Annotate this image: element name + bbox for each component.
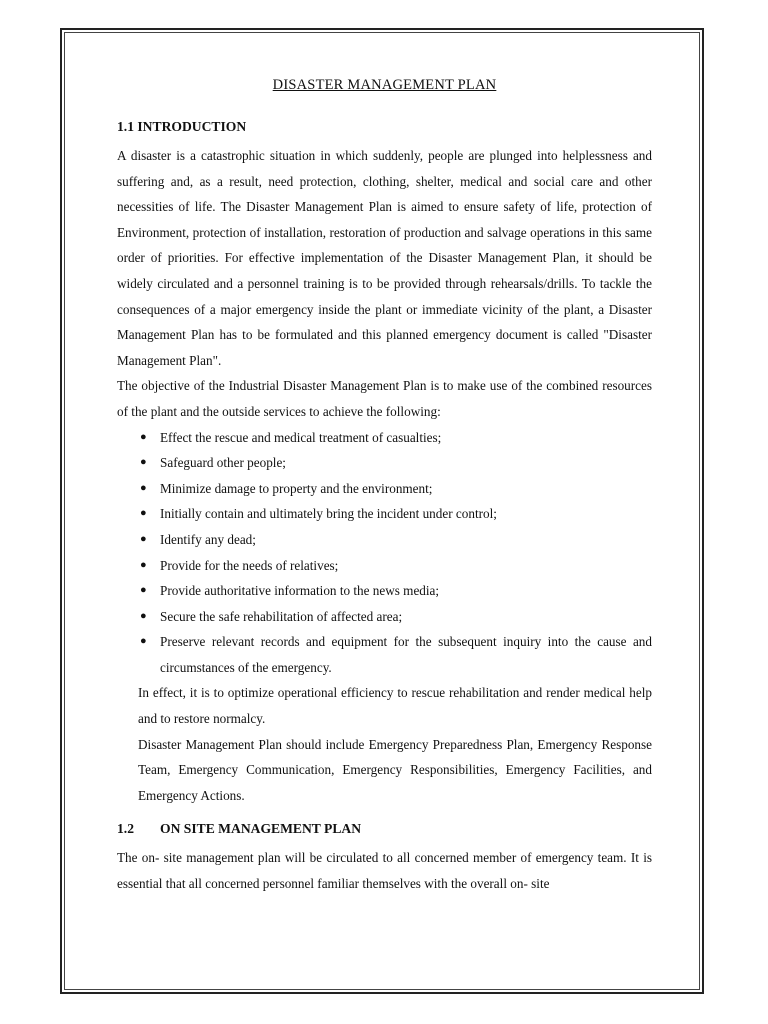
section-heading-on-site <box>117 817 652 841</box>
list-item-text: Effect the rescue and medical treatment of casualties; <box>160 429 442 445</box>
list-item <box>140 553 652 579</box>
list-item-text: Provide for the needs of relatives; <box>160 557 339 573</box>
effect-paragraph: In effect, it is to optimize operational efficiency to rescue rehabilitation and render medical help and to restore normalcy. <box>138 685 652 727</box>
list-item-text: Identify any dead; <box>160 531 256 547</box>
section-heading-introduction: 1.1 INTRODUCTION <box>117 119 247 134</box>
bullet-icon: ● <box>140 430 147 443</box>
on-site-paragraph: The on- site management plan will be circulated to all concerned member of emergency team. It is essential that all concerned personnel familiar themselves with the overall on- site <box>117 850 652 892</box>
list-item <box>140 425 652 451</box>
bullet-icon: ● <box>140 481 147 494</box>
bullet-icon: ● <box>140 507 147 520</box>
list-item <box>140 501 652 527</box>
section-spacer <box>117 808 652 817</box>
list-item-text: Safeguard other people; <box>160 455 286 471</box>
bullet-icon: ● <box>140 635 147 648</box>
section-heading-text: ON SITE MANAGEMENT PLAN <box>160 821 362 837</box>
list-item <box>140 629 652 680</box>
document-title: DISASTER MANAGEMENT PLAN <box>272 77 497 93</box>
list-item-text: Minimize damage to property and the environment; <box>160 480 433 496</box>
document-body <box>117 72 652 897</box>
list-item <box>140 450 652 476</box>
list-item-text: Secure the safe rehabilitation of affected area; <box>160 608 403 624</box>
bullet-icon: ● <box>140 584 147 597</box>
list-item <box>140 604 652 630</box>
bullet-icon: ● <box>140 609 147 622</box>
plan-contents-paragraph: Disaster Management Plan should include Emergency Preparedness Plan, Emergency Response Team, Emergency Communication, Emergency Responsibilities, Emergency Facilities, and Emergency Actions. <box>138 736 652 803</box>
list-item-text: Preserve relevant records and equipment for the subsequent inquiry into the cause and circumstances of the emergency. <box>160 634 652 675</box>
section-number: 1.2 <box>117 821 134 837</box>
list-item <box>140 476 652 502</box>
bullet-icon: ● <box>140 558 147 571</box>
intro-paragraph: A disaster is a catastrophic situation in which suddenly, people are plunged into helplessness and suffering and, as a result, need protection, clothing, shelter, medical and social care and other necessities of life. The Disaster Management Plan is aimed to ensure safety of life, protection of Environment, protection of installation, restoration of production and salvage operations in this same order of priorities. For effective implementation of the Disaster Management Plan, it should be widely circulated and a personnel training is to be provided through rehearsals/drills. To tackle the consequences of a major emergency inside the plant or immediate vicinity of the plant, a Disaster Management Plan has to be formulated and this planned emergency document is called "Disaster Management Plan". <box>117 148 652 368</box>
list-item <box>140 527 652 553</box>
bullet-icon: ● <box>140 456 147 469</box>
list-item <box>140 578 652 604</box>
bullet-icon: ● <box>140 532 147 545</box>
objectives-list <box>117 425 652 681</box>
objective-paragraph: The objective of the Industrial Disaster Management Plan is to make use of the combined resources of the plant and the outside services to achieve the following: <box>117 378 652 419</box>
list-item-text: Provide authoritative information to the news media; <box>160 583 440 599</box>
list-item-text: Initially contain and ultimately bring the incident under control; <box>160 506 497 522</box>
